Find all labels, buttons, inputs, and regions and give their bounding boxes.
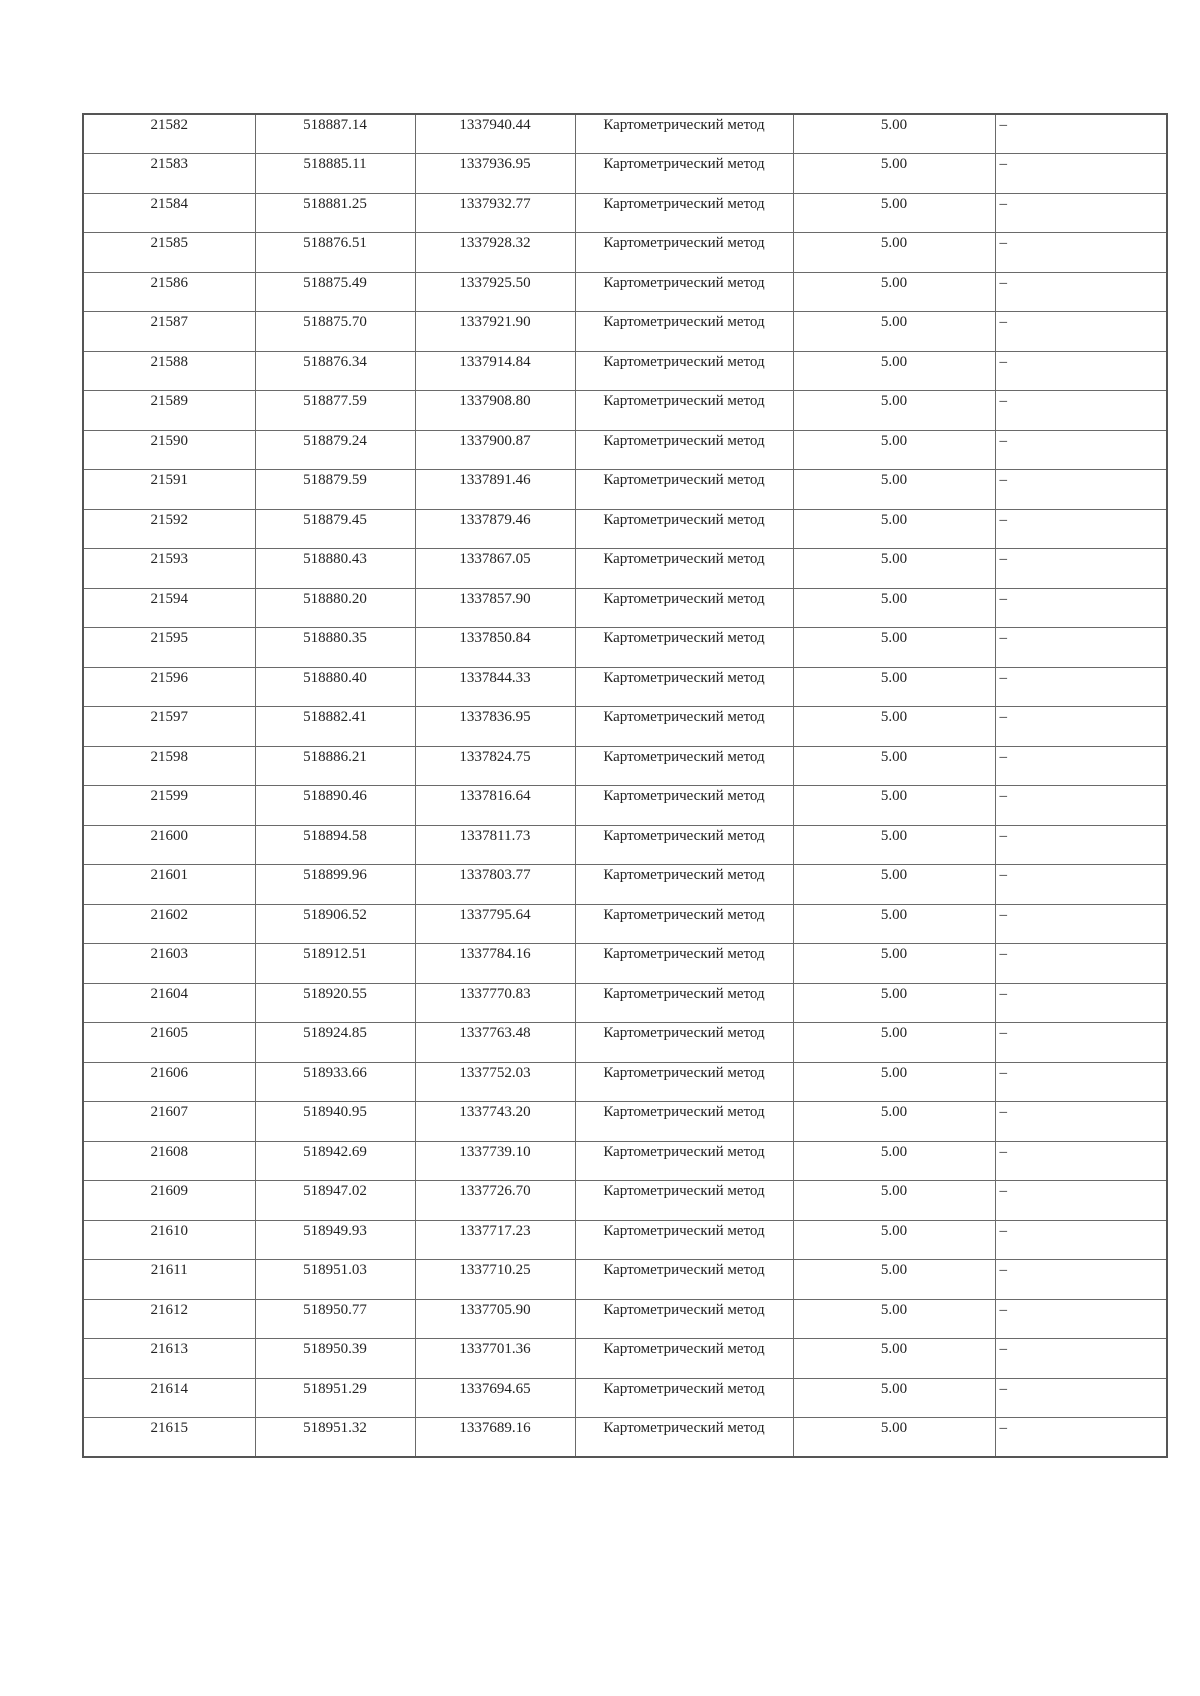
accuracy-cell: 5.00 xyxy=(793,233,995,273)
method-cell: Картометрический метод xyxy=(575,746,793,786)
x-coordinate-cell: 518947.02 xyxy=(255,1181,415,1221)
method-cell: Картометрический метод xyxy=(575,272,793,312)
table-row xyxy=(83,1339,1167,1379)
point-number-cell: 21596 xyxy=(83,667,255,707)
accuracy-cell: 5.00 xyxy=(793,1141,995,1181)
point-number-cell: 21591 xyxy=(83,470,255,510)
note-cell: – xyxy=(995,470,1167,510)
table-row xyxy=(83,1299,1167,1339)
table-row xyxy=(83,1378,1167,1418)
method-cell: Картометрический метод xyxy=(575,1378,793,1418)
table-row xyxy=(83,351,1167,391)
table-row xyxy=(83,509,1167,549)
note-cell: – xyxy=(995,825,1167,865)
y-coordinate-cell: 1337726.70 xyxy=(415,1181,575,1221)
x-coordinate-cell: 518879.59 xyxy=(255,470,415,510)
y-coordinate-cell: 1337908.80 xyxy=(415,391,575,431)
point-number-cell: 21583 xyxy=(83,154,255,194)
note-cell: – xyxy=(995,904,1167,944)
accuracy-cell: 5.00 xyxy=(793,1220,995,1260)
point-number-cell: 21608 xyxy=(83,1141,255,1181)
note-cell: – xyxy=(995,391,1167,431)
table-row xyxy=(83,588,1167,628)
x-coordinate-cell: 518887.14 xyxy=(255,114,415,154)
method-cell: Картометрический метод xyxy=(575,667,793,707)
note-cell: – xyxy=(995,430,1167,470)
note-cell: – xyxy=(995,1102,1167,1142)
x-coordinate-cell: 518876.34 xyxy=(255,351,415,391)
accuracy-cell: 5.00 xyxy=(793,1299,995,1339)
table-row xyxy=(83,1102,1167,1142)
coordinates-table xyxy=(82,113,1168,1458)
method-cell: Картометрический метод xyxy=(575,944,793,984)
table-row xyxy=(83,233,1167,273)
accuracy-cell: 5.00 xyxy=(793,983,995,1023)
y-coordinate-cell: 1337689.16 xyxy=(415,1418,575,1458)
point-number-cell: 21595 xyxy=(83,628,255,668)
y-coordinate-cell: 1337701.36 xyxy=(415,1339,575,1379)
note-cell: – xyxy=(995,1062,1167,1102)
point-number-cell: 21603 xyxy=(83,944,255,984)
note-cell: – xyxy=(995,193,1167,233)
method-cell: Картометрический метод xyxy=(575,193,793,233)
x-coordinate-cell: 518879.24 xyxy=(255,430,415,470)
method-cell: Картометрический метод xyxy=(575,865,793,905)
accuracy-cell: 5.00 xyxy=(793,786,995,826)
note-cell: – xyxy=(995,746,1167,786)
method-cell: Картометрический метод xyxy=(575,430,793,470)
note-cell: – xyxy=(995,707,1167,747)
accuracy-cell: 5.00 xyxy=(793,114,995,154)
table-row xyxy=(83,193,1167,233)
table-row xyxy=(83,154,1167,194)
table-row xyxy=(83,983,1167,1023)
table-row xyxy=(83,430,1167,470)
point-number-cell: 21606 xyxy=(83,1062,255,1102)
method-cell: Картометрический метод xyxy=(575,588,793,628)
note-cell: – xyxy=(995,1023,1167,1063)
x-coordinate-cell: 518920.55 xyxy=(255,983,415,1023)
accuracy-cell: 5.00 xyxy=(793,1102,995,1142)
accuracy-cell: 5.00 xyxy=(793,509,995,549)
x-coordinate-cell: 518882.41 xyxy=(255,707,415,747)
point-number-cell: 21588 xyxy=(83,351,255,391)
point-number-cell: 21582 xyxy=(83,114,255,154)
x-coordinate-cell: 518880.40 xyxy=(255,667,415,707)
point-number-cell: 21601 xyxy=(83,865,255,905)
y-coordinate-cell: 1337710.25 xyxy=(415,1260,575,1300)
point-number-cell: 21592 xyxy=(83,509,255,549)
table-row xyxy=(83,786,1167,826)
x-coordinate-cell: 518950.77 xyxy=(255,1299,415,1339)
point-number-cell: 21587 xyxy=(83,312,255,352)
y-coordinate-cell: 1337739.10 xyxy=(415,1141,575,1181)
x-coordinate-cell: 518912.51 xyxy=(255,944,415,984)
point-number-cell: 21607 xyxy=(83,1102,255,1142)
table-row xyxy=(83,904,1167,944)
method-cell: Картометрический метод xyxy=(575,1339,793,1379)
table-row xyxy=(83,707,1167,747)
table-row xyxy=(83,628,1167,668)
table-row xyxy=(83,272,1167,312)
x-coordinate-cell: 518879.45 xyxy=(255,509,415,549)
x-coordinate-cell: 518880.35 xyxy=(255,628,415,668)
point-number-cell: 21594 xyxy=(83,588,255,628)
point-number-cell: 21613 xyxy=(83,1339,255,1379)
accuracy-cell: 5.00 xyxy=(793,312,995,352)
x-coordinate-cell: 518877.59 xyxy=(255,391,415,431)
method-cell: Картометрический метод xyxy=(575,1141,793,1181)
y-coordinate-cell: 1337879.46 xyxy=(415,509,575,549)
note-cell: – xyxy=(995,983,1167,1023)
note-cell: – xyxy=(995,865,1167,905)
y-coordinate-cell: 1337705.90 xyxy=(415,1299,575,1339)
point-number-cell: 21615 xyxy=(83,1418,255,1458)
method-cell: Картометрический метод xyxy=(575,628,793,668)
accuracy-cell: 5.00 xyxy=(793,865,995,905)
point-number-cell: 21604 xyxy=(83,983,255,1023)
note-cell: – xyxy=(995,628,1167,668)
y-coordinate-cell: 1337784.16 xyxy=(415,944,575,984)
table-row xyxy=(83,944,1167,984)
y-coordinate-cell: 1337867.05 xyxy=(415,549,575,589)
point-number-cell: 21600 xyxy=(83,825,255,865)
point-number-cell: 21585 xyxy=(83,233,255,273)
x-coordinate-cell: 518899.96 xyxy=(255,865,415,905)
accuracy-cell: 5.00 xyxy=(793,944,995,984)
point-number-cell: 21610 xyxy=(83,1220,255,1260)
x-coordinate-cell: 518924.85 xyxy=(255,1023,415,1063)
method-cell: Картометрический метод xyxy=(575,1418,793,1458)
accuracy-cell: 5.00 xyxy=(793,707,995,747)
table-row xyxy=(83,825,1167,865)
note-cell: – xyxy=(995,351,1167,391)
note-cell: – xyxy=(995,272,1167,312)
y-coordinate-cell: 1337914.84 xyxy=(415,351,575,391)
note-cell: – xyxy=(995,1181,1167,1221)
accuracy-cell: 5.00 xyxy=(793,1023,995,1063)
method-cell: Картометрический метод xyxy=(575,1299,793,1339)
table-row xyxy=(83,1260,1167,1300)
accuracy-cell: 5.00 xyxy=(793,904,995,944)
method-cell: Картометрический метод xyxy=(575,233,793,273)
note-cell: – xyxy=(995,944,1167,984)
y-coordinate-cell: 1337763.48 xyxy=(415,1023,575,1063)
point-number-cell: 21598 xyxy=(83,746,255,786)
accuracy-cell: 5.00 xyxy=(793,628,995,668)
y-coordinate-cell: 1337694.65 xyxy=(415,1378,575,1418)
note-cell: – xyxy=(995,549,1167,589)
y-coordinate-cell: 1337857.90 xyxy=(415,588,575,628)
y-coordinate-cell: 1337850.84 xyxy=(415,628,575,668)
note-cell: – xyxy=(995,667,1167,707)
x-coordinate-cell: 518951.32 xyxy=(255,1418,415,1458)
table-row xyxy=(83,470,1167,510)
y-coordinate-cell: 1337925.50 xyxy=(415,272,575,312)
point-number-cell: 21593 xyxy=(83,549,255,589)
y-coordinate-cell: 1337891.46 xyxy=(415,470,575,510)
point-number-cell: 21589 xyxy=(83,391,255,431)
note-cell: – xyxy=(995,1299,1167,1339)
method-cell: Картометрический метод xyxy=(575,114,793,154)
method-cell: Картометрический метод xyxy=(575,786,793,826)
x-coordinate-cell: 518940.95 xyxy=(255,1102,415,1142)
x-coordinate-cell: 518881.25 xyxy=(255,193,415,233)
x-coordinate-cell: 518875.70 xyxy=(255,312,415,352)
table-row xyxy=(83,114,1167,154)
method-cell: Картометрический метод xyxy=(575,1220,793,1260)
x-coordinate-cell: 518933.66 xyxy=(255,1062,415,1102)
y-coordinate-cell: 1337743.20 xyxy=(415,1102,575,1142)
y-coordinate-cell: 1337921.90 xyxy=(415,312,575,352)
note-cell: – xyxy=(995,1220,1167,1260)
note-cell: – xyxy=(995,312,1167,352)
y-coordinate-cell: 1337900.87 xyxy=(415,430,575,470)
accuracy-cell: 5.00 xyxy=(793,1378,995,1418)
y-coordinate-cell: 1337940.44 xyxy=(415,114,575,154)
x-coordinate-cell: 518942.69 xyxy=(255,1141,415,1181)
y-coordinate-cell: 1337932.77 xyxy=(415,193,575,233)
note-cell: – xyxy=(995,1260,1167,1300)
x-coordinate-cell: 518950.39 xyxy=(255,1339,415,1379)
table-row xyxy=(83,391,1167,431)
table-row xyxy=(83,1220,1167,1260)
method-cell: Картометрический метод xyxy=(575,470,793,510)
point-number-cell: 21612 xyxy=(83,1299,255,1339)
accuracy-cell: 5.00 xyxy=(793,430,995,470)
x-coordinate-cell: 518906.52 xyxy=(255,904,415,944)
y-coordinate-cell: 1337770.83 xyxy=(415,983,575,1023)
x-coordinate-cell: 518894.58 xyxy=(255,825,415,865)
y-coordinate-cell: 1337936.95 xyxy=(415,154,575,194)
y-coordinate-cell: 1337816.64 xyxy=(415,786,575,826)
table-row xyxy=(83,1418,1167,1458)
point-number-cell: 21599 xyxy=(83,786,255,826)
y-coordinate-cell: 1337844.33 xyxy=(415,667,575,707)
table-row xyxy=(83,1023,1167,1063)
accuracy-cell: 5.00 xyxy=(793,272,995,312)
method-cell: Картометрический метод xyxy=(575,351,793,391)
table-row xyxy=(83,667,1167,707)
note-cell: – xyxy=(995,786,1167,826)
accuracy-cell: 5.00 xyxy=(793,351,995,391)
table-row xyxy=(83,865,1167,905)
y-coordinate-cell: 1337795.64 xyxy=(415,904,575,944)
note-cell: – xyxy=(995,1378,1167,1418)
accuracy-cell: 5.00 xyxy=(793,1339,995,1379)
point-number-cell: 21597 xyxy=(83,707,255,747)
accuracy-cell: 5.00 xyxy=(793,1418,995,1458)
point-number-cell: 21614 xyxy=(83,1378,255,1418)
note-cell: – xyxy=(995,588,1167,628)
method-cell: Картометрический метод xyxy=(575,312,793,352)
note-cell: – xyxy=(995,1141,1167,1181)
method-cell: Картометрический метод xyxy=(575,1181,793,1221)
accuracy-cell: 5.00 xyxy=(793,588,995,628)
point-number-cell: 21609 xyxy=(83,1181,255,1221)
note-cell: – xyxy=(995,154,1167,194)
accuracy-cell: 5.00 xyxy=(793,825,995,865)
y-coordinate-cell: 1337836.95 xyxy=(415,707,575,747)
table-row xyxy=(83,746,1167,786)
point-number-cell: 21602 xyxy=(83,904,255,944)
x-coordinate-cell: 518951.03 xyxy=(255,1260,415,1300)
x-coordinate-cell: 518951.29 xyxy=(255,1378,415,1418)
note-cell: – xyxy=(995,509,1167,549)
note-cell: – xyxy=(995,114,1167,154)
accuracy-cell: 5.00 xyxy=(793,1062,995,1102)
method-cell: Картометрический метод xyxy=(575,549,793,589)
method-cell: Картометрический метод xyxy=(575,1023,793,1063)
method-cell: Картометрический метод xyxy=(575,707,793,747)
accuracy-cell: 5.00 xyxy=(793,746,995,786)
note-cell: – xyxy=(995,233,1167,273)
y-coordinate-cell: 1337803.77 xyxy=(415,865,575,905)
method-cell: Картометрический метод xyxy=(575,904,793,944)
point-number-cell: 21611 xyxy=(83,1260,255,1300)
accuracy-cell: 5.00 xyxy=(793,193,995,233)
method-cell: Картометрический метод xyxy=(575,509,793,549)
note-cell: – xyxy=(995,1418,1167,1458)
y-coordinate-cell: 1337824.75 xyxy=(415,746,575,786)
point-number-cell: 21590 xyxy=(83,430,255,470)
x-coordinate-cell: 518885.11 xyxy=(255,154,415,194)
x-coordinate-cell: 518890.46 xyxy=(255,786,415,826)
coordinates-table-body xyxy=(83,114,1167,1457)
x-coordinate-cell: 518876.51 xyxy=(255,233,415,273)
x-coordinate-cell: 518949.93 xyxy=(255,1220,415,1260)
y-coordinate-cell: 1337811.73 xyxy=(415,825,575,865)
note-cell: – xyxy=(995,1339,1167,1379)
y-coordinate-cell: 1337752.03 xyxy=(415,1062,575,1102)
accuracy-cell: 5.00 xyxy=(793,391,995,431)
accuracy-cell: 5.00 xyxy=(793,667,995,707)
x-coordinate-cell: 518886.21 xyxy=(255,746,415,786)
accuracy-cell: 5.00 xyxy=(793,549,995,589)
point-number-cell: 21584 xyxy=(83,193,255,233)
method-cell: Картометрический метод xyxy=(575,391,793,431)
table-row xyxy=(83,1141,1167,1181)
method-cell: Картометрический метод xyxy=(575,1062,793,1102)
accuracy-cell: 5.00 xyxy=(793,470,995,510)
method-cell: Картометрический метод xyxy=(575,1260,793,1300)
x-coordinate-cell: 518880.43 xyxy=(255,549,415,589)
x-coordinate-cell: 518880.20 xyxy=(255,588,415,628)
y-coordinate-cell: 1337928.32 xyxy=(415,233,575,273)
table-row xyxy=(83,312,1167,352)
point-number-cell: 21586 xyxy=(83,272,255,312)
table-row xyxy=(83,1062,1167,1102)
point-number-cell: 21605 xyxy=(83,1023,255,1063)
table-row xyxy=(83,549,1167,589)
method-cell: Картометрический метод xyxy=(575,983,793,1023)
method-cell: Картометрический метод xyxy=(575,154,793,194)
accuracy-cell: 5.00 xyxy=(793,154,995,194)
accuracy-cell: 5.00 xyxy=(793,1260,995,1300)
y-coordinate-cell: 1337717.23 xyxy=(415,1220,575,1260)
x-coordinate-cell: 518875.49 xyxy=(255,272,415,312)
method-cell: Картометрический метод xyxy=(575,825,793,865)
table-row xyxy=(83,1181,1167,1221)
method-cell: Картометрический метод xyxy=(575,1102,793,1142)
accuracy-cell: 5.00 xyxy=(793,1181,995,1221)
